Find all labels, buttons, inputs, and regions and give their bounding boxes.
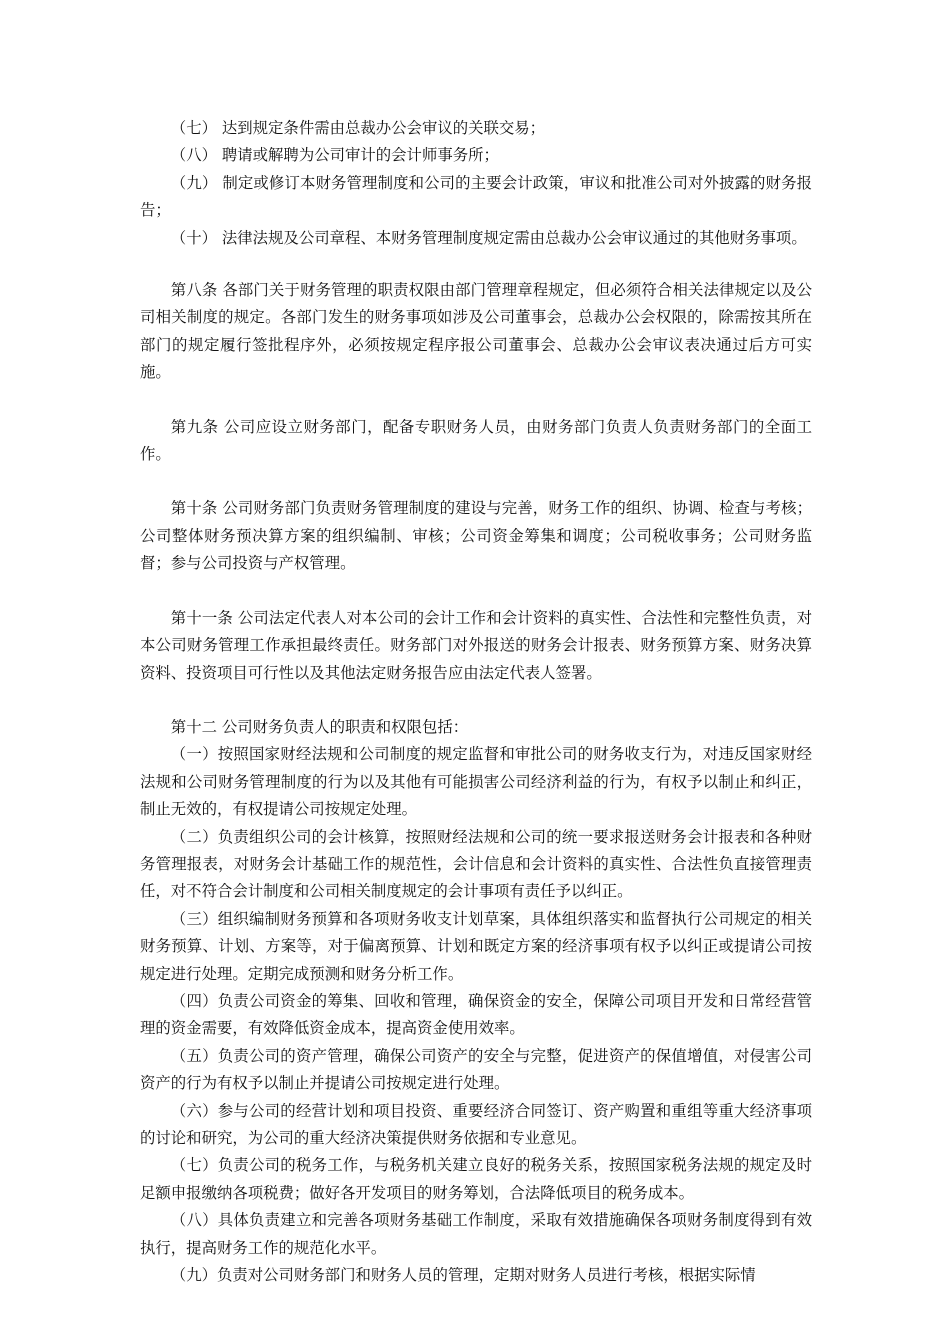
- article-12-item-3: （三）组织编制财务预算和各项财务收支计划草案，具体组织落实和监督执行公司规定的相关财务预算、计划、方案等，对于偏离预算、计划和既定方案的经济事项有权予以纠正或提请公司按规定进行处理。定期完成预测和财务分析工作。: [140, 909, 812, 983]
- article-12-item-9: （九）负责对公司财务部门和财务人员的管理，定期对财务人员进行考核，根据实际情: [170, 1266, 756, 1285]
- intro-item-10: （十） 法律法规及公司章程、本财务管理制度规定需由总裁办公会审议通过的其他财务事项。: [170, 228, 807, 247]
- article-12-item-7: （七）负责公司的税务工作，与税务机关建立良好的税务关系，按照国家税务法规的规定及时足额申报缴纳各项税费；做好各开发项目的财务筹划，合法降低项目的税务成本。: [140, 1156, 812, 1202]
- intro-item-9: （九） 制定或修订本财务管理制度和公司的主要会计政策，审议和批准公司对外披露的财务报告；: [140, 173, 812, 220]
- article-12-item-6: （六）参与公司的经营计划和项目投资、重要经济合同签订、资产购置和重组等重大经济事项的讨论和研究，为公司的重大经济决策提供财务依据和专业意见。: [140, 1101, 812, 1147]
- article-8: 第八条 各部门关于财务管理的职责权限由部门管理章程规定，但必须符合相关法律规定以及公司相关制度的规定。各部门发生的财务事项如涉及公司董事会，总裁办公会权限的，除需按其所在部门的规定履行签批程序外，必须按规定程序报公司董事会、总裁办公会审议表决通过后方可实施。: [140, 281, 812, 382]
- article-12-item-8: （八）具体负责建立和完善各项财务基础工作制度，采取有效措施确保各项财务制度得到有效执行，提高财务工作的规范化水平。: [140, 1211, 812, 1257]
- article-11: 第十一条 公司法定代表人对本公司的会计工作和会计资料的真实性、合法性和完整性负责，对本公司财务管理工作承担最终责任。财务部门对外报送的财务会计报表、财务预算方案、财务决算资料、投资项目可行性以及其他法定财务报告应由法定代表人签署。: [140, 608, 812, 682]
- article-12-title: 第十二 公司财务负责人的职责和权限包括：: [170, 717, 469, 736]
- article-12-item-1: （一）按照国家财经法规和公司制度的规定监督和审批公司的财务收支行为，对违反国家财经法规和公司财务管理制度的行为以及其他有可能损害公司经济利益的行为，有权予以制止和纠正，制止无效的，有权提请公司按规定处理。: [140, 745, 812, 819]
- intro-item-8: （八） 聘请或解聘为公司审计的会计师事务所；: [170, 146, 499, 165]
- article-10: 第十条 公司财务部门负责财务管理制度的建设与完善，财务工作的组织、协调、检查与考核；公司整体财务预决算方案的组织编制、审核；公司资金筹集和调度；公司税收事务；公司财务监督；参与公司投资与产权管理。: [140, 499, 812, 573]
- article-12-item-5: （五）负责公司的资产管理，确保公司资产的安全与完整，促进资产的保值增值，对侵害公司资产的行为有权予以制止并提请公司按规定进行处理。: [140, 1046, 812, 1093]
- intro-item-7: （七） 达到规定条件需由总裁办公会审议的关联交易；: [170, 119, 546, 137]
- article-9: 第九条 公司应设立财务部门，配备专职财务人员，由财务部门负责人负责财务部门的全面工作。: [140, 417, 812, 464]
- article-12-item-2: （二）负责组织公司的会计核算，按照财经法规和公司的统一要求报送财务会计报表和各种财务管理报表，对财务会计基础工作的规范性，会计信息和会计资料的真实性、合法性负直接管理责任，对不符合会计制度和公司相关制度规定的会计事项有责任予以纠正。: [140, 827, 812, 901]
- article-12-item-4: （四）负责公司资金的筹集、回收和管理，确保资金的安全，保障公司项目开发和日常经营管理的资金需要，有效降低资金成本，提高资金使用效率。: [140, 991, 812, 1038]
